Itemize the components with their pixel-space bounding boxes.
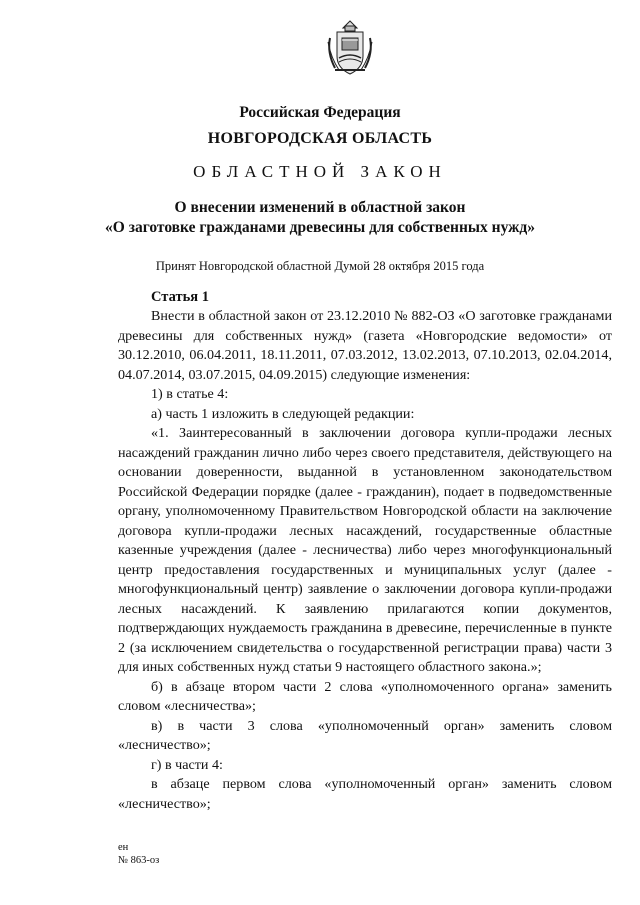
coat-of-arms-icon <box>325 18 375 78</box>
article-body <box>118 307 612 814</box>
country-heading: Российская Федерация <box>239 104 401 121</box>
paragraph-item-g-1: в абзаце первом слова «уполномоченный орган» заменить словом «лесничество»; <box>118 776 612 812</box>
paragraph-item-1: 1) в статье 4: <box>151 386 229 402</box>
law-type-heading: ОБЛАСТНОЙ ЗАКОН <box>193 162 447 181</box>
footer-number: № 863-оз <box>118 855 160 866</box>
article-heading: Статья 1 <box>151 289 209 305</box>
paragraph-item-b: б) в абзаце втором части 2 слова «уполномоченного органа» заменить словом «лесничества»; <box>118 678 612 714</box>
paragraph-item-a: а) часть 1 изложить в следующей редакции: <box>151 405 415 422</box>
paragraph-item-v: в) в части 3 слова «уполномоченный орган» заменить словом «лесничество»; <box>118 717 612 753</box>
paragraph-quoted-text: «1. Заинтересованный в заключении договора купли-продажи лесных насаждений гражданин лично либо через своего представителя, действующего на основании доверенности, выданной в установленном законодательством Российской Федерации порядке (далее - гражданин), подает в подведомственные органу, уполномоченному Правительством Новгородской области на заключение договора купли-продажи лесных насаждений, государственные областные казенные учреждения (далее - лесничества) либо через многофункциональный центр предоставления государственных и муниципальных услуг (далее - многофункциональный центр) заявление о заключении договора купли-продажи лесных насаждений. К заявлению прилагаются копии документов, подтверждающих нуждаемость гражданина в древесине, перечисленные в пункте 2 (за исключением свидетельства о государственной регистрации права) части 3 для иных собственных нужд статьи 9 настоящего областного закона.»; <box>118 425 612 675</box>
footer-note <box>118 841 159 867</box>
footer-initials: ен <box>118 842 129 853</box>
adoption-note: Принят Новгородской областной Думой 28 октября 2015 года <box>155 259 485 273</box>
paragraph-intro: Внести в областной закон от 23.12.2010 № 882-ОЗ «О заготовке гражданами древесины для собственных нужд» (газета «Новгородские ведомости» от 30.12.2010, 06.04.2011, 18.11.2011, 07.03.2012, 13.02.2013, 07.10.2013, 02.04.2014, 04.07.2014, 03.07.2015, 04.09.2015) следующие изменения: <box>118 308 612 383</box>
region-heading: НОВГОРОДСКАЯ ОБЛАСТЬ <box>207 130 433 147</box>
law-title-line2: «О заготовке гражданами древесины для собственных нужд» <box>105 219 535 236</box>
paragraph-item-g: г) в части 4: <box>151 756 223 773</box>
law-title-line1: О внесении изменений в областной закон <box>174 199 466 216</box>
